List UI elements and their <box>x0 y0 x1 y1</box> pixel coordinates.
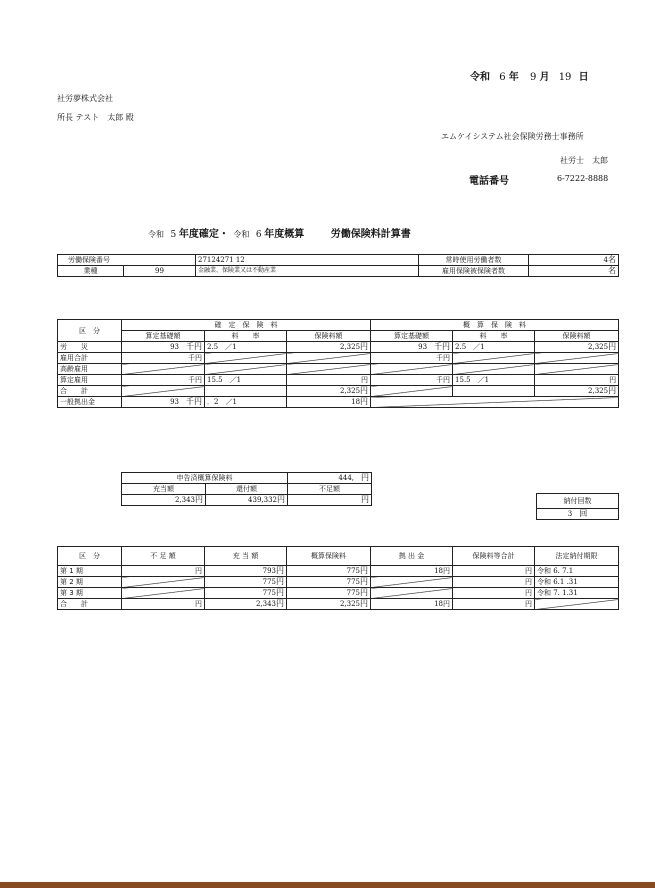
allot-unit: 円 <box>195 495 203 504</box>
period-estimate <box>287 588 371 599</box>
e-premium-unit: 円 <box>608 386 617 395</box>
c-base: 千円 <box>122 375 205 386</box>
installments-table <box>536 493 619 520</box>
c-base <box>122 397 205 408</box>
period-allot-value: 2,343 <box>255 600 276 608</box>
c-base-blank <box>122 386 205 397</box>
period-allot-unit: 円 <box>276 588 284 597</box>
period-total: 円 <box>453 577 535 588</box>
industry-code: 99 <box>124 266 196 277</box>
estimated-levy-blank <box>371 397 619 408</box>
recipient-person: 所長 テスト 太郎 殿 <box>57 113 134 122</box>
table-row <box>58 599 619 610</box>
c-base <box>122 342 205 353</box>
c-base-unit: 千円 <box>186 342 202 351</box>
issue-date <box>470 68 589 83</box>
e-base-value: 93 <box>418 343 428 351</box>
row-label: 高齢雇用 <box>58 364 122 375</box>
period-label: 第 3 期 <box>58 588 122 599</box>
period-allot-value: 775 <box>262 589 276 597</box>
c-premium-value: 2,325 <box>339 343 361 351</box>
calc-e-rate-header: 料 率 <box>453 331 535 342</box>
periods-header-estimate: 概算保険料 <box>287 547 371 566</box>
insurance-no: 27124271 12 <box>196 255 419 266</box>
c-rate-blank <box>205 353 287 364</box>
period-shortage: 円 <box>122 566 205 577</box>
date-era: 令和 <box>470 72 490 83</box>
summary-table <box>121 472 372 506</box>
table-row <box>58 397 619 408</box>
e-base: 千円 <box>371 375 453 386</box>
insured-cell <box>529 266 619 277</box>
periods-header-shortage: 不 足 額 <box>122 547 205 566</box>
periods-header-allot: 充 当 額 <box>205 547 287 566</box>
allot-label: 充当額 <box>122 484 206 495</box>
period-label: 第 2 期 <box>58 577 122 588</box>
date-year: 6 <box>499 72 506 83</box>
period-label: 第 1 期 <box>58 566 122 577</box>
period-estimate-value: 775 <box>346 578 360 586</box>
title-label1: 年度確定・ <box>178 229 229 240</box>
c-premium-blank <box>287 364 371 375</box>
period-shortage: 円 <box>122 599 205 610</box>
period-label: 合 計 <box>58 599 122 610</box>
calc-e-premium-header: 保険料額 <box>535 331 619 342</box>
e-premium-unit: 円 <box>608 342 617 351</box>
periods-header-levy: 拠 出 金 <box>371 547 453 566</box>
title-label2: 年度概算 <box>264 229 305 240</box>
recipient-company: 社労夢株式会社 <box>57 94 113 103</box>
row-label: 雇用合計 <box>58 353 122 364</box>
shortage-cell <box>288 495 372 506</box>
title-year1: 5 <box>170 230 177 240</box>
e-premium: 円 <box>535 375 619 386</box>
c-premium-value: 18 <box>351 398 361 406</box>
calc-estimated-header: 概 算 保 険 料 <box>371 320 619 331</box>
e-rate-blank <box>453 353 535 364</box>
sender-person: 社労士 太郎 <box>560 156 608 165</box>
table-row <box>58 386 619 397</box>
c-base: 千円 <box>122 353 205 364</box>
table-row <box>58 566 619 577</box>
bottom-border <box>0 882 655 888</box>
e-premium-value: 2,325 <box>588 387 609 395</box>
declared-cell <box>288 473 372 484</box>
installments-cell <box>537 509 619 520</box>
title-year2: 6 <box>255 230 262 240</box>
period-estimate <box>287 599 371 610</box>
e-rate-blank <box>453 364 535 375</box>
period-levy-blank <box>371 588 453 599</box>
c-premium-unit: 円 <box>360 397 369 406</box>
periods-table <box>57 546 619 610</box>
c-base-value: 93 <box>170 398 179 406</box>
refund-unit: 円 <box>277 495 285 504</box>
period-allot-unit: 円 <box>276 577 284 586</box>
period-levy-unit: 円 <box>443 567 450 575</box>
period-deadline: 令和 6. 7.1 <box>535 566 619 577</box>
period-total: 円 <box>453 588 535 599</box>
c-rate: 2.5 ／1 <box>205 342 287 353</box>
period-levy <box>371 566 453 577</box>
industry-name: 金融業、保険業又は不動産業 <box>196 266 419 277</box>
period-levy-blank <box>371 577 453 588</box>
c-rate-empty <box>205 386 287 397</box>
info-table <box>57 254 619 277</box>
c-premium <box>287 342 371 353</box>
period-total: 円 <box>453 599 535 610</box>
c-premium-value: 2,325 <box>339 387 361 395</box>
phone-number: 6-7222-8888 <box>557 174 609 183</box>
period-allot-value: 793 <box>262 567 276 575</box>
period-estimate-unit: 円 <box>360 566 368 575</box>
period-estimate-value: 775 <box>346 567 360 575</box>
insurance-no-label: 労働保険番号 <box>58 255 196 266</box>
row-label: 合 計 <box>58 386 122 397</box>
workers-cell <box>529 255 619 266</box>
table-row <box>58 353 619 364</box>
period-total: 円 <box>453 566 535 577</box>
declared-unit: 円 <box>361 473 369 482</box>
installments-value: 3 <box>567 510 573 518</box>
refund-value: 439,332 <box>248 496 277 504</box>
calc-c-premium-header: 保険料額 <box>287 331 371 342</box>
calc-kubun: 区 分 <box>58 320 122 342</box>
table-row <box>58 342 619 353</box>
allot-value: 2,343 <box>174 496 195 504</box>
e-premium-blank <box>535 364 619 375</box>
refund-label: 還付額 <box>206 484 288 495</box>
e-base-blank <box>371 364 453 375</box>
row-label: 一般拠出金 <box>58 397 122 408</box>
c-rate: 15.5 ／1 <box>205 375 287 386</box>
title-era1: 令和 <box>148 230 164 239</box>
period-estimate-value: 2,325 <box>339 600 360 608</box>
date-month-label: 月 <box>539 72 550 83</box>
installments-label: 納付回数 <box>537 494 619 509</box>
insured-label: 雇用保険被保険者数 <box>419 266 529 277</box>
title-main: 労働保険料計算書 <box>330 229 411 240</box>
period-estimate-unit: 円 <box>360 577 368 586</box>
date-month: 9 <box>529 72 537 83</box>
c-premium <box>287 397 371 408</box>
table-row <box>58 375 619 386</box>
e-rate: 2.5 ／1 <box>453 342 535 353</box>
declared-value: 444, <box>338 474 354 482</box>
c-rate: ．2 ／1 <box>205 397 287 408</box>
period-deadline-blank <box>535 599 619 610</box>
period-allot-value: 775 <box>262 578 276 586</box>
c-premium-unit: 円 <box>360 342 369 351</box>
period-levy-unit: 円 <box>443 600 450 608</box>
shortage-unit: 円 <box>361 495 369 504</box>
period-allot-unit: 円 <box>276 566 284 575</box>
table-row <box>58 588 619 599</box>
period-deadline: 令和 6.1 .31 <box>535 577 619 588</box>
calc-c-base-header: 算定基礎額 <box>122 331 205 342</box>
workers-label: 常時使用労働者数 <box>419 255 529 266</box>
e-premium <box>535 386 619 397</box>
phone-label: 電話番号 <box>469 176 509 187</box>
period-shortage-blank <box>122 588 205 599</box>
c-base-unit: 千円 <box>186 397 202 406</box>
e-premium <box>535 342 619 353</box>
c-base-blank <box>122 364 205 375</box>
period-allot <box>205 566 287 577</box>
period-levy <box>371 599 453 610</box>
calc-confirmed-header: 確 定 保 険 料 <box>122 320 371 331</box>
shortage-label: 不足額 <box>288 484 372 495</box>
period-allot-unit: 円 <box>276 599 284 608</box>
periods-header-deadline: 法定納付期限 <box>535 547 619 566</box>
e-base: 千円 <box>371 353 453 364</box>
table-row <box>58 364 619 375</box>
calc-table <box>57 319 619 408</box>
period-levy-value: 18 <box>434 567 443 575</box>
period-allot <box>205 599 287 610</box>
c-premium-unit: 円 <box>360 386 369 395</box>
period-shortage-blank <box>122 577 205 588</box>
industry-label: 業種 <box>58 266 124 277</box>
c-rate-blank <box>205 364 287 375</box>
date-day-label: 日 <box>578 72 589 83</box>
periods-header-kubun: 区 分 <box>58 547 122 566</box>
e-rate: 15.5 ／1 <box>453 375 535 386</box>
table-row <box>58 577 619 588</box>
e-base-unit: 千円 <box>434 342 451 351</box>
installments-unit: 回 <box>579 509 588 518</box>
e-premium-value: 2,325 <box>588 343 609 351</box>
e-base <box>371 342 453 353</box>
c-premium <box>287 386 371 397</box>
period-deadline: 令和 7. 1.31 <box>535 588 619 599</box>
e-base-blank <box>371 386 453 397</box>
allot-cell <box>122 495 206 506</box>
calc-c-rate-header: 料 率 <box>205 331 287 342</box>
workers-unit: 名 <box>608 255 616 264</box>
row-label: 算定雇用 <box>58 375 122 386</box>
document-title <box>148 225 411 240</box>
declared-label: 申告済概算保険料 <box>122 473 288 484</box>
c-premium: 円 <box>287 375 371 386</box>
sender-office: エムケイシステム社会保険労務士事務所 <box>441 132 584 141</box>
period-estimate-unit: 円 <box>360 588 368 597</box>
period-allot <box>205 577 287 588</box>
period-estimate <box>287 577 371 588</box>
title-era2: 令和 <box>233 230 250 239</box>
date-year-label: 年 <box>508 72 519 83</box>
date-day: 19 <box>558 72 572 83</box>
c-base-value: 93 <box>170 343 179 351</box>
e-rate-empty <box>453 386 535 397</box>
period-allot <box>205 588 287 599</box>
row-label: 労 災 <box>58 342 122 353</box>
periods-header-total: 保険料等合計 <box>453 547 535 566</box>
period-estimate-unit: 円 <box>360 599 368 608</box>
period-levy-value: 18 <box>434 600 443 608</box>
period-estimate-value: 775 <box>346 589 360 597</box>
refund-cell <box>206 495 288 506</box>
e-premium-blank <box>535 353 619 364</box>
period-estimate <box>287 566 371 577</box>
insured-unit: 名 <box>608 266 616 275</box>
workers-value: 4 <box>603 256 608 264</box>
c-premium-blank <box>287 353 371 364</box>
calc-e-base-header: 算定基礎額 <box>371 331 453 342</box>
